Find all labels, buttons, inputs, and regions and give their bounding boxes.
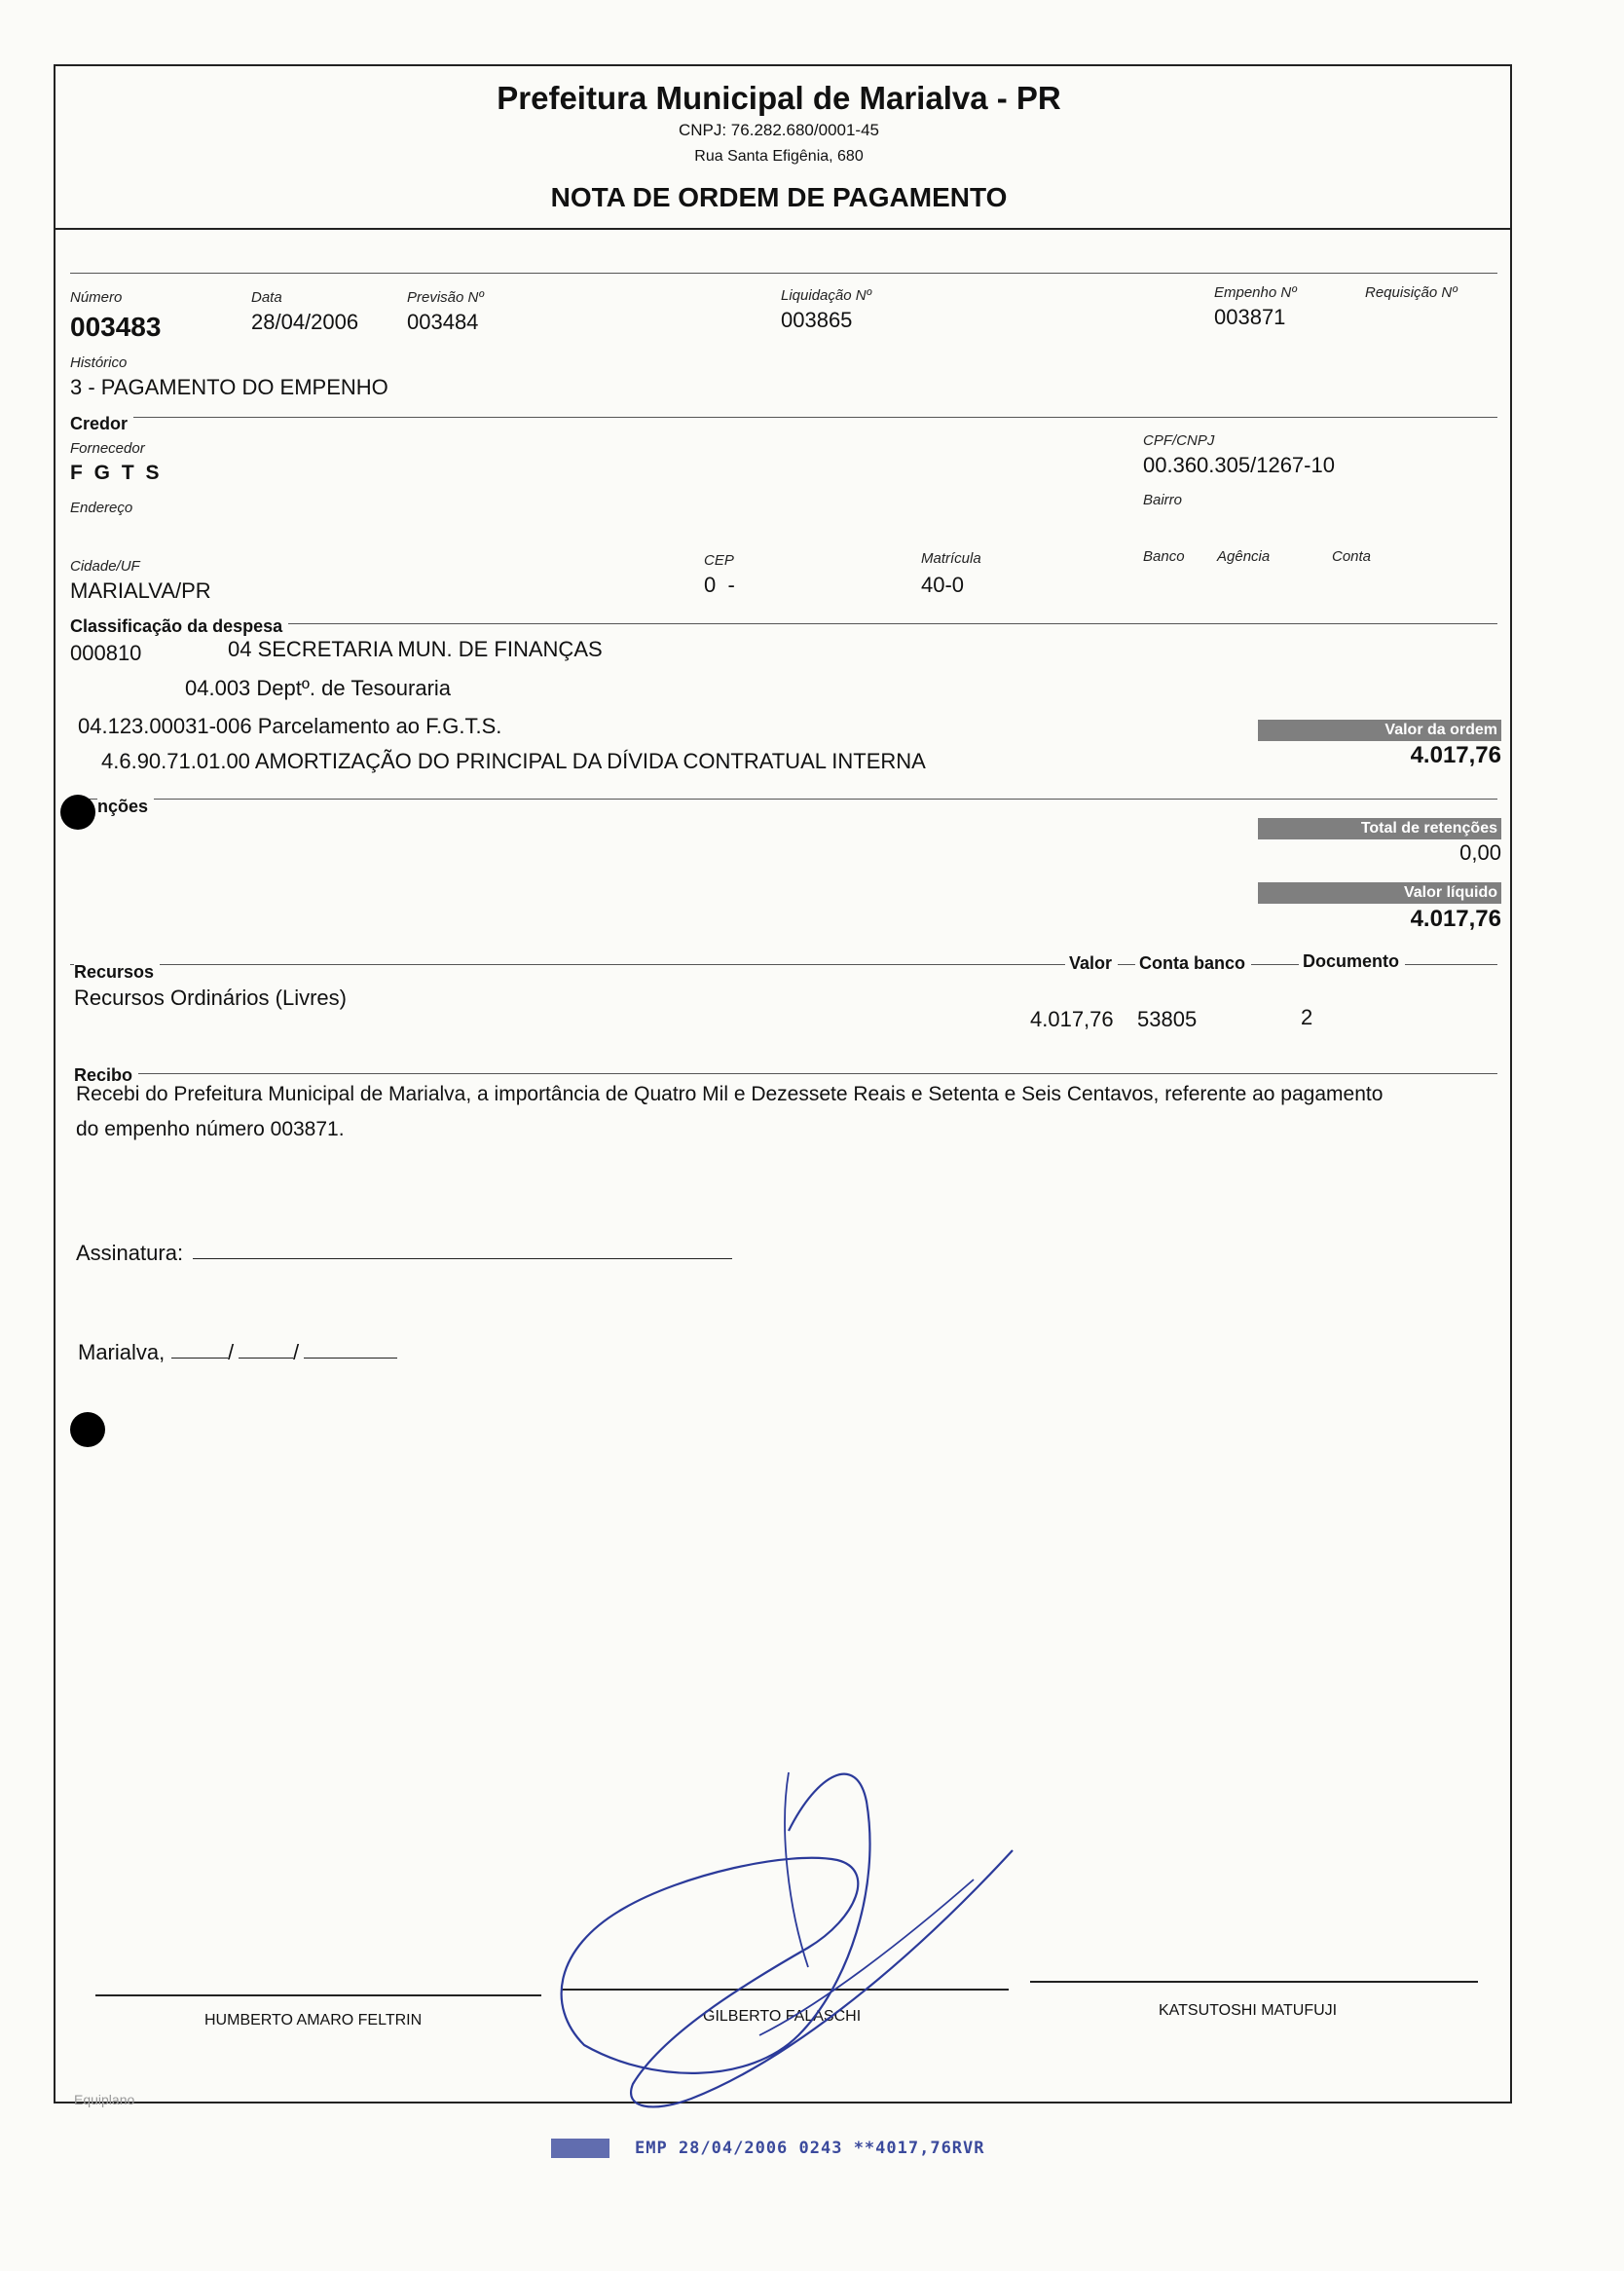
- valor-liquido-value: 4.017,76: [1410, 906, 1501, 932]
- signature-line-1: [95, 1994, 541, 1996]
- recursos-descricao: Recursos Ordinários (Livres): [74, 986, 347, 1010]
- data-label: Data: [251, 289, 282, 306]
- date-day-line: [171, 1358, 228, 1359]
- banco-label: Banco: [1143, 548, 1185, 565]
- assinatura-line: [193, 1258, 732, 1259]
- local-label: Marialva,: [78, 1340, 166, 1364]
- date-separator-2: /: [293, 1340, 300, 1364]
- fornecedor-value: F G T S: [70, 462, 163, 484]
- recursos-documento: 2: [1301, 1005, 1313, 1029]
- cidade-value: MARIALVA/PR: [70, 578, 211, 603]
- assinatura-label: Assinatura:: [76, 1241, 184, 1265]
- endereco-label: Endereço: [70, 500, 133, 516]
- requisicao-label: Requisição Nº: [1365, 284, 1458, 301]
- fornecedor-label: Fornecedor: [70, 440, 145, 457]
- header-divider: [55, 228, 1510, 230]
- signatory-1: HUMBERTO AMARO FELTRIN: [204, 2012, 423, 2029]
- liquidacao-value: 003865: [781, 308, 853, 332]
- bank-stamp-logo: [551, 2139, 609, 2158]
- cep-value: 0 -: [704, 573, 735, 597]
- credor-section-label: Credor: [70, 414, 133, 434]
- data-value: 28/04/2006: [251, 310, 359, 334]
- bairro-label: Bairro: [1143, 492, 1183, 508]
- classificacao-section-label: Classificação da despesa: [70, 616, 288, 637]
- valor-ordem-value: 4.017,76: [1410, 742, 1501, 768]
- address-line: Rua Santa Efigênia, 680: [694, 148, 864, 165]
- page-title: Prefeitura Municipal de Marialva - PR: [497, 80, 1061, 116]
- total-retencoes-label: Total de retenções: [1258, 818, 1501, 839]
- recibo-rule: [74, 1073, 1497, 1074]
- conta-label: Conta: [1332, 548, 1372, 565]
- retencoes-rule: [70, 799, 1497, 800]
- signatory-3: KATSUTOSHI MATUFUJI: [1159, 2002, 1338, 2019]
- classificacao-secretaria: 04 SECRETARIA MUN. DE FINANÇAS: [228, 637, 603, 661]
- recursos-valor: 4.017,76: [1030, 1007, 1114, 1031]
- signatory-2: GILBERTO FALASCHI: [703, 2008, 862, 2025]
- empenho-label: Empenho Nº: [1214, 284, 1297, 301]
- retencoes-section-label: nções: [97, 797, 154, 817]
- cpf-cnpj-value: 00.360.305/1267-10: [1143, 453, 1335, 477]
- recursos-conta-banco-label: Conta banco: [1135, 953, 1251, 974]
- signature-line-3: [1030, 1981, 1478, 1983]
- agencia-label: Agência: [1217, 548, 1271, 565]
- valor-liquido-label: Valor líquido: [1258, 882, 1501, 904]
- bank-stamp: EMP 28/04/2006 0243 **4017,76RVR: [635, 2139, 985, 2158]
- matricula-value: 40-0: [921, 573, 965, 597]
- handwritten-signature: [545, 1714, 1071, 2123]
- recursos-section-label: Recursos: [74, 962, 160, 983]
- credor-rule: [70, 417, 1497, 418]
- recursos-documento-label: Documento: [1299, 951, 1405, 972]
- classificacao-departamento: 04.003 Deptº. de Tesouraria: [185, 676, 452, 700]
- date-month-line: [239, 1358, 293, 1359]
- numero-value: 003483: [70, 312, 162, 342]
- valor-ordem-label: Valor da ordem: [1258, 720, 1501, 741]
- punch-hole-bottom: [70, 1412, 105, 1447]
- previsao-value: 003484: [407, 310, 479, 334]
- cep-label: CEP: [704, 552, 734, 569]
- historico-value: 3 - PAGAMENTO DO EMPENHO: [70, 375, 388, 399]
- classificacao-programa: 04.123.00031-006 Parcelamento ao F.G.T.S.: [78, 714, 502, 738]
- historico-label: Histórico: [70, 354, 128, 371]
- cpf-cnpj-label: CPF/CNPJ: [1143, 432, 1215, 449]
- cidade-label: Cidade/UF: [70, 558, 140, 575]
- date-separator-1: /: [228, 1340, 235, 1364]
- classificacao-elemento: 4.6.90.71.01.00 AMORTIZAÇÃO DO PRINCIPAL DA DÍVIDA CONTRATUAL INTERNA: [101, 749, 926, 773]
- recibo-text-line-2: do empenho número 003871.: [76, 1118, 345, 1140]
- recursos-conta-banco: 53805: [1137, 1007, 1198, 1031]
- document-title: NOTA DE ORDEM DE PAGAMENTO: [550, 182, 1008, 212]
- previsao-label: Previsão Nº: [407, 289, 484, 306]
- recibo-text-line-1: Recebi do Prefeitura Municipal de Marialva, a importância de Quatro Mil e Dezessete Reais e Setenta e Seis Centavos, referente ao pagamento: [76, 1083, 1384, 1105]
- recibo-section-label: Recibo: [74, 1065, 138, 1086]
- date-year-line: [304, 1358, 397, 1359]
- recursos-valor-label: Valor: [1065, 953, 1118, 974]
- matricula-label: Matrícula: [921, 550, 981, 567]
- punch-hole-top: [60, 795, 95, 830]
- cnpj-line: CNPJ: 76.282.680/0001-45: [678, 121, 880, 139]
- info-top-rule: [70, 273, 1497, 274]
- empenho-value: 003871: [1214, 305, 1286, 329]
- classificacao-code: 000810: [70, 641, 142, 665]
- recursos-rule: [70, 964, 1497, 965]
- brand-label: Equiplano: [74, 2092, 135, 2107]
- total-retencoes-value: 0,00: [1459, 840, 1501, 865]
- numero-label: Número: [70, 289, 123, 306]
- liquidacao-label: Liquidação Nº: [781, 287, 872, 304]
